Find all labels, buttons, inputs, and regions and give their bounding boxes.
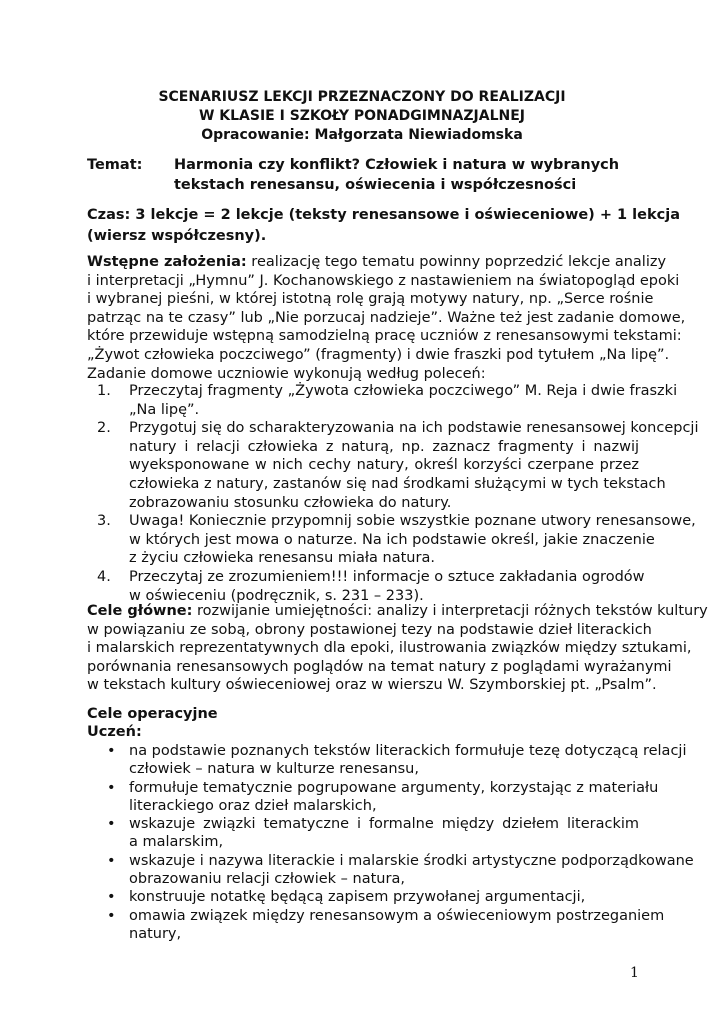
bullet-icon: •: [107, 907, 116, 924]
task-line: Przeczytaj ze zrozumieniem!!! informacje o sztuce zakładania ogrodów: [129, 568, 645, 585]
main-goals-label: Cele główne:: [87, 603, 193, 619]
task-line: zobrazowaniu stosunku człowieka do natury.: [129, 494, 452, 511]
header-author: Opracowanie: Małgorzata Niewiadomska: [201, 127, 523, 143]
task-line: Uwaga! Koniecznie przypomnij sobie wszystkie poznane utwory renesansowe,: [129, 513, 696, 530]
time-line-1: Czas: 3 lekcje = 2 lekcje (teksty renesansowe i oświeceniowe) + 1 lekcja: [87, 207, 680, 223]
goal-item-line: omawia związek między renesansowym a oświeceniowym postrzeganiem: [129, 907, 665, 924]
assumptions-line: patrząc na te czasy” lub „Nie porzucaj nadzieje”. Ważne też jest zadanie domowe,: [87, 309, 686, 326]
student-subheading: Uczeń:: [87, 724, 142, 740]
document-header: [0, 88, 724, 145]
goal-item-line: na podstawie poznanych tekstów literackich formułuje tezę dotyczącą relacji: [129, 743, 687, 759]
header-title-line-1: SCENARIUSZ LEKCJI PRZEZNACZONY DO REALIZACJI: [158, 89, 566, 105]
goals-line: rozwijanie umiejętności: analizy i interpretacji różnych tekstów kultury: [192, 603, 708, 619]
homework-task: [87, 382, 678, 419]
goal-item-line: wskazuje i nazywa literackie i malarskie środki artystyczne podporządkowane: [129, 852, 694, 869]
homework-task: [87, 419, 699, 512]
operational-goal-item: [87, 815, 639, 852]
assumptions-line: i interpretacji „Hymnu” J. Kochanowskiego z nastawieniem na światopogląd epoki: [87, 272, 680, 289]
task-line: „Na lipę”.: [129, 401, 200, 418]
assumptions-line: „Żywot człowieka poczciwego” (fragmenty) i dwie fraszki pod tytułem „Na lipę”.: [87, 346, 670, 363]
task-line: w oświeceniu (podręcznik, s. 231 – 233).: [129, 587, 424, 604]
task-line: w których jest mowa o naturze. Na ich podstawie określ, jakie znaczenie: [129, 531, 655, 548]
bullet-icon: •: [107, 889, 116, 906]
goal-item-line: a malarskim,: [129, 834, 224, 851]
assumptions-line: które przewiduje wstępną samodzielną pracę uczniów z renesansowymi tekstami:: [87, 328, 682, 345]
goal-item-line: człowiek – natura w kulturze renesansu,: [129, 761, 419, 778]
goal-item-line: wskazuje związki tematyczne i formalne między dziełem literackim: [129, 816, 639, 833]
task-line: natury i relacji człowieka z naturą, np. zaznacz fragmenty i nazwij: [129, 438, 639, 455]
task-line: z życiu człowieka renesansu miała natura.: [129, 550, 435, 567]
goals-line: i malarskich reprezentatywnych dla epoki, ilustrowania związków między sztukami,: [87, 640, 692, 657]
goal-item-line: literackiego oraz dzieł malarskich,: [129, 797, 377, 814]
bullet-icon: •: [107, 816, 116, 833]
goals-line: w tekstach kultury oświeceniowej oraz w wierszu W. Szymborskiej pt. „Psalm”.: [87, 677, 657, 694]
assumptions-paragraph: [87, 253, 686, 383]
operational-goal-item: [87, 852, 694, 889]
operational-goal-item: [87, 907, 665, 944]
assumptions-label: Wstępne założenia:: [87, 254, 247, 270]
operational-goals-heading: Cele operacyjne: [87, 706, 218, 722]
goals-line: porównania renesansowych poglądów na temat natury z poglądami wyrażanymi: [87, 658, 672, 675]
topic-line-2: tekstach renesansu, oświecenia i współczesności: [174, 177, 577, 193]
homework-task: [87, 512, 696, 568]
task-number: 2.: [97, 420, 111, 437]
bullet-icon: •: [107, 852, 116, 869]
goal-item-line: obrazowaniu relacji człowiek – natura,: [129, 871, 405, 888]
task-number: 3.: [97, 513, 111, 530]
topic-line-1: Harmonia czy konflikt? Człowiek i natura w wybranych: [174, 157, 620, 173]
task-line: wyeksponowane w nich cechy natury, określ korzyści czerpane przez: [129, 457, 639, 474]
goal-item-line: konstruuje notatkę będącą zapisem przywołanej argumentacji,: [129, 889, 586, 906]
task-line: człowieka z natury, zastanów się nad środkami służącymi w tych tekstach: [129, 475, 666, 492]
goal-item-line: natury,: [129, 925, 182, 942]
task-line: Przygotuj się do scharakteryzowania na ich podstawie renesansowej koncepcji: [129, 420, 699, 437]
topic-text: [174, 155, 634, 195]
main-goals-paragraph: [87, 602, 708, 695]
homework-task-list: [87, 382, 699, 605]
task-number: 4.: [97, 568, 111, 585]
homework-task: [87, 568, 645, 605]
assumptions-line: i wybranej pieśni, w której istotną rolę grają motywy natury, np. „Serce rośnie: [87, 291, 654, 308]
header-title-line-2: W KLASIE I SZKOŁY PONADGIMNAZJALNEJ: [198, 108, 526, 124]
time-section: [87, 205, 680, 247]
operational-goal-item: [87, 779, 659, 816]
bullet-icon: •: [107, 743, 116, 759]
goals-line: w powiązaniu ze sobą, obrony postawionej tezy na podstawie dzieł literackich: [87, 621, 652, 638]
goal-item-line: formułuje tematycznie pogrupowane argumenty, korzystając z materiału: [129, 779, 659, 796]
operational-goal-item: [87, 888, 639, 906]
assumptions-line: Zadanie domowe uczniowie wykonują według poleceń:: [87, 365, 486, 382]
bullet-icon: •: [107, 779, 116, 796]
task-line: Przeczytaj fragmenty „Żywota człowieka poczciwego” M. Reja i dwie fraszki: [129, 383, 678, 399]
assumptions-line: realizację tego tematu powinny poprzedzić lekcje analizy: [246, 254, 667, 270]
topic-label: Temat:: [87, 157, 143, 173]
operational-goals-list: [87, 742, 694, 943]
page-number: 1: [630, 965, 639, 981]
time-line-2: (wiersz współczesny).: [87, 228, 267, 244]
task-number: 1.: [97, 383, 111, 399]
operational-goal-item: [87, 742, 687, 779]
